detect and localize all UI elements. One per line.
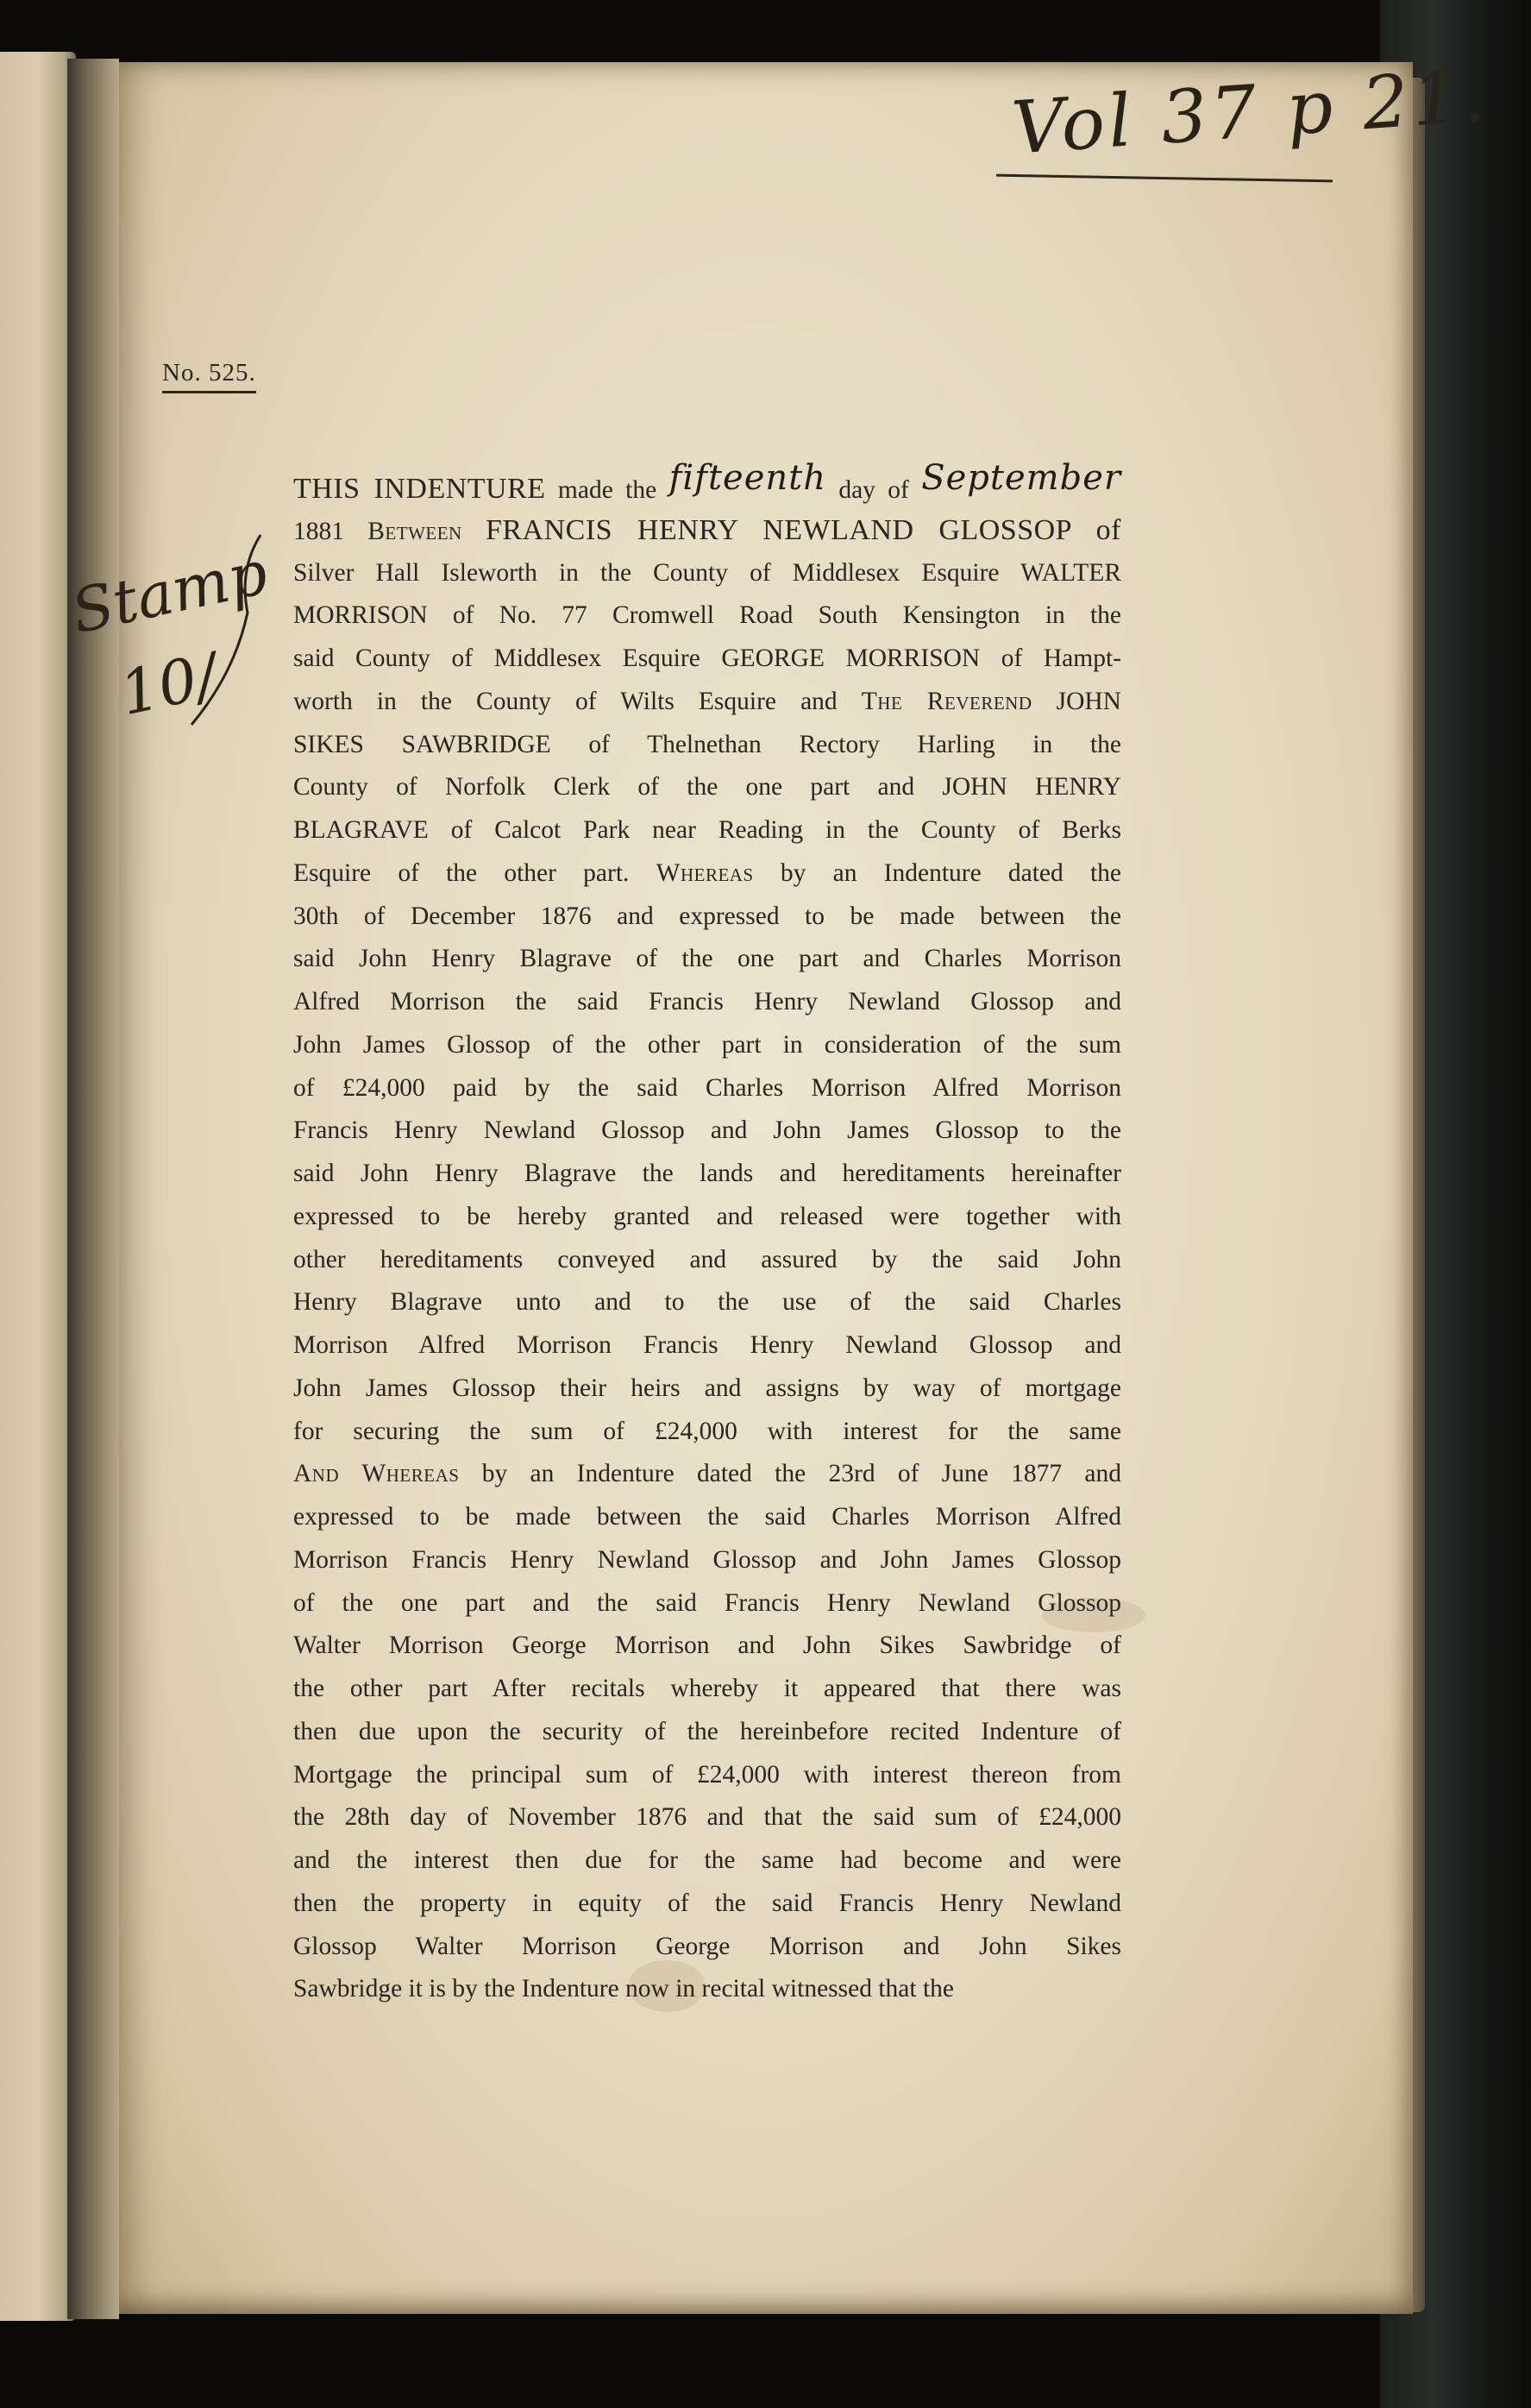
deed-line: expressed to be made between the said Charles Morrison Alfred [293, 1503, 1121, 1531]
deed-line: for securing the sum of £24,000 with interest for the same [293, 1417, 1121, 1445]
stamp-bracket-stroke [62, 518, 286, 733]
deed-line: And Whereas by an Indenture dated the 23rd of June 1877 and [293, 1460, 1121, 1488]
deed-line: the 28th day of November 1876 and that the said sum of £24,000 [293, 1803, 1121, 1832]
stamp-duty-amount: 10/ [114, 639, 224, 730]
deed-line: Sawbridge it is by the Indenture now in recital witnessed that the [293, 1975, 954, 2003]
left-page-edge [0, 52, 76, 2321]
deed-line: MORRISON of No. 77 Cromwell Road South Kensington in the [293, 601, 1121, 630]
stamp-duty-word: Stamp [66, 537, 274, 648]
deed-line: Silver Hall Isleworth in the County of Middlesex Esquire WALTER [293, 558, 1121, 587]
deed-line: expressed to be hereby granted and released were together with [293, 1202, 1121, 1230]
stamp-duty-annotation [62, 518, 286, 733]
deed-line: 1881 Between FRANCIS HENRY NEWLAND GLOSSOP of [293, 513, 1122, 546]
deed-line: Francis Henry Newland Glossop and John James Glossop to the [293, 1116, 1121, 1145]
deed-line: John James Glossop of the other part in consideration of the sum [293, 1030, 1121, 1059]
deed-line: Morrison Alfred Morrison Francis Henry Newland Glossop and [293, 1331, 1121, 1359]
handwritten-day: fifteenth [668, 458, 826, 498]
handwritten-month: September [921, 458, 1121, 498]
indenture-text [293, 458, 1122, 2011]
book-gutter [67, 59, 119, 2319]
deed-line: then due upon the security of the hereinbefore recited Indenture of [293, 1717, 1121, 1745]
deed-line: Alfred Morrison the said Francis Henry Newland Glossop and [293, 988, 1121, 1015]
deed-line: 30th of December 1876 and expressed to be made between the [293, 902, 1121, 930]
deed-line: and the interest then due for the same had become and were [293, 1846, 1121, 1874]
deed-line: other hereditaments conveyed and assured by the said John [293, 1245, 1121, 1273]
deed-line: Esquire of the other part. Whereas by an Indenture dated the [293, 858, 1122, 887]
deed-line: worth in the County of Wilts Esquire and The Reverend JOHN [293, 687, 1121, 715]
deed-line: said John Henry Blagrave of the one part and Charles Morrison [293, 945, 1121, 973]
deed-line: said County of Middlesex Esquire GEORGE MORRISON of Hampt- [293, 644, 1121, 672]
deed-line: Henry Blagrave unto and to the use of the said Charles [293, 1288, 1121, 1317]
deed-line: Morrison Francis Henry Newland Glossop and John James Glossop [293, 1545, 1121, 1574]
deed-line: SIKES SAWBRIDGE of Thelnethan Rectory Harling in the [293, 730, 1121, 758]
deed-line: then the property in equity of the said Francis Henry Newland [293, 1889, 1121, 1917]
volume-reference-text: Vol 37 p 21. [1009, 53, 1491, 171]
document-number: No. 525. [162, 359, 256, 393]
deed-line: THIS INDENTURE made the fifteenth day of September [293, 458, 1121, 505]
deed-line: Glossop Walter Morrison George Morrison and John Sikes [293, 1932, 1121, 1960]
deed-line: Mortgage the principal sum of £24,000 with interest thereon from [293, 1760, 1121, 1789]
deed-line: the other part After recitals whereby it appeared that there was [293, 1675, 1121, 1702]
deed-line: County of Norfolk Clerk of the one part and JOHN HENRY [293, 773, 1121, 802]
deed-line: BLAGRAVE of Calcot Park near Reading in the County of Berks [293, 816, 1121, 844]
deed-line: said John Henry Blagrave the lands and hereditaments hereinafter [293, 1160, 1121, 1187]
deed-line: of the one part and the said Francis Henry Newland Glossop [293, 1588, 1121, 1617]
deed-line: of £24,000 paid by the said Charles Morrison Alfred Morrison [293, 1073, 1121, 1102]
deed-line: Walter Morrison George Morrison and John Sikes Sawbridge of [293, 1632, 1121, 1660]
deed-line: John James Glossop their heirs and assigns by way of mortgage [293, 1374, 1121, 1402]
